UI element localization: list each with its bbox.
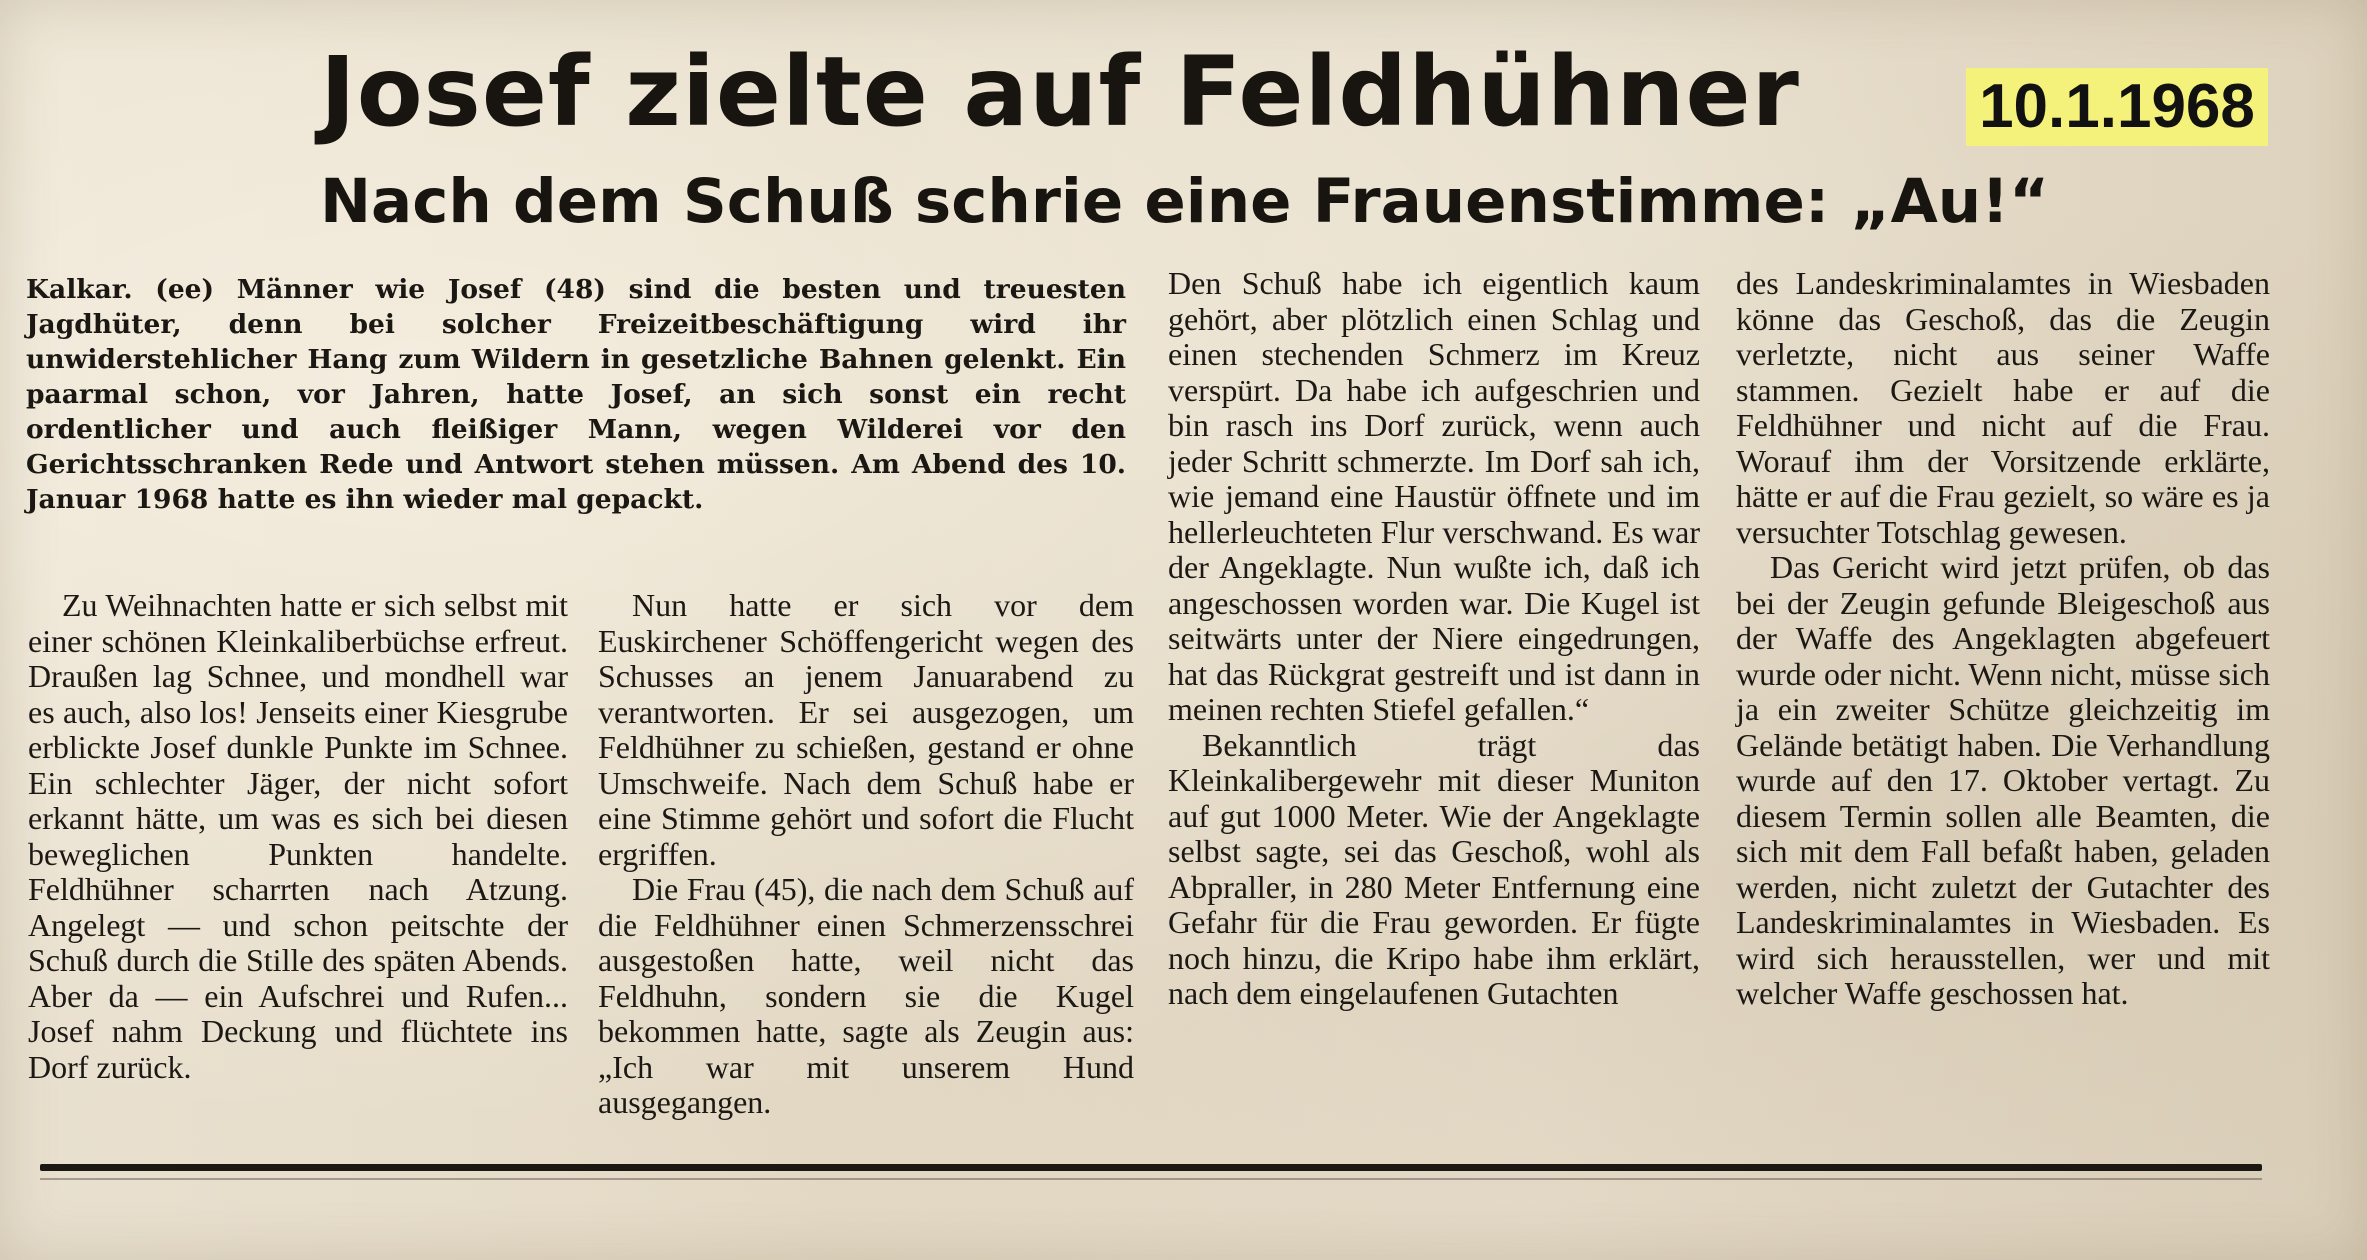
article-column-1 xyxy=(28,588,568,1085)
column-4-paragraph-2: Das Gericht wird jetzt prüfen, ob das bei der Zeugin gefunde Bleigeschoß aus der Waffe des Angeklagten abgefeuert wurde oder nicht. Wenn nicht, müsse sich ja ein zweiter Schütze gleichzeitig im Gelände betätigt haben. Die Verhandlung wurde auf den 17. Oktober vertagt. Zu diesem Termin sollen alle Beamten, die sich mit dem Fall befaßt haben, geladen werden, nicht zuletzt der Gutachter des Landeskriminalamtes in Wiesbaden. Es wird sich herausstellen, wer und mit welcher Waffe geschossen hat. xyxy=(1736,549,2270,1011)
column-3-paragraph-1: Den Schuß habe ich eigentlich kaum gehört, aber plötzlich einen Schlag und einen stechenden Schmerz im Kreuz verspürt. Da habe ich aufgeschrien und bin rasch ins Dorf zurück, wenn auch jeder Schritt schmerzte. Im Dorf sah ich, wie jemand eine Haustür öffnete und im hellerleuchteten Flur verschwand. Es war der Angeklagte. Nun wußte ich, daß ich angeschossen worden war. Die Kugel ist seitwärts unter der Niere eingedrungen, hat das Rückgrat gestreift und ist dann in meinen rechten Stiefel gefallen.“ xyxy=(1168,265,1700,727)
column-3-paragraph-2: Bekanntlich trägt das Kleinkalibergewehr mit dieser Muniton auf gut 1000 Meter. Wie der Angeklagte selbst sagte, sei das Geschoß, wohl als Abpraller, in 280 Meter Entfernung eine Gefahr für die Frau geworden. Er fügte noch hinzu, die Kripo habe ihm erklärt, nach dem eingelaufenen Gutachten xyxy=(1168,726,1700,1011)
article-lead-paragraph: Kalkar. (ee) Männer wie Josef (48) sind die besten und treuesten Jagdhüter, denn bei solcher Freizeitbeschäftigung wird ihr unwiderstehlicher Hang zum Wildern in gesetzliche Bahnen gelenkt. Ein paarmal schon, vor Jahren, hatte Josef, an sich sonst ein recht ordentlicher und auch fleißiger Mann, wegen Wilderei vor den Gerichtsschranken Rede und Antwort stehen müssen. Am Abend des 10. Januar 1968 hatte es ihn wieder mal gepackt. xyxy=(26,274,1126,515)
column-4-paragraph-1: des Landeskriminalamtes in Wiesbaden könne das Geschoß, das die Zeugin verletzte, nicht aus seiner Waffe stammen. Gezielt habe er auf die Feldhühner und nicht auf die Frau. Worauf ihm der Vorsitzende erklärte, hätte er auf die Frau gezielt, so wäre es ja versuchter Totschlag gewesen. xyxy=(1736,265,2270,550)
article-column-2 xyxy=(598,588,1134,1121)
article-subheadline: Nach dem Schuß schrie eine Frauenstimme: „Au!“ xyxy=(320,166,2050,237)
article-headline: Josef zielte auf Feldhühner xyxy=(320,36,1800,148)
column-1-paragraph: Zu Weihnachten hatte er sich selbst mit einer schönen Kleinkaliberbüchse erfreut. Draußen lag Schnee, und mondhell war es auch, also los! Jenseits einer Kiesgrube erblickte Josef dunkle Punkte im Schnee. Ein schlechter Jäger, der nicht sofort erkannt hätte, um was es sich bei diesen beweglichen Punkten handelte. Feldhühner scharrten nach Atzung. Angelegt — und schon peitschte der Schuß durch die Stille des späten Abends. Aber da — ein Aufschrei und Rufen... Josef nahm Deckung und flüchtete ins Dorf zurück. xyxy=(28,587,568,1085)
date-highlight-badge: 10.1.1968 xyxy=(1966,68,2268,146)
bottom-divider-rule xyxy=(40,1164,2262,1171)
column-2-paragraph-1: Nun hatte er sich vor dem Euskirchener Schöffengericht wegen des Schusses an jenem Januarabend zu verantworten. Er sei ausgezogen, um Feldhühner zu schießen, gestand er ohne Umschweife. Nach dem Schuß habe er eine Stimme gehört und sofort die Flucht ergriffen. xyxy=(598,587,1134,872)
article-column-4 xyxy=(1736,266,2270,1012)
article-column-3 xyxy=(1168,266,1700,1012)
bottom-divider-shadow xyxy=(40,1178,2262,1180)
column-2-paragraph-2: Die Frau (45), die nach dem Schuß auf die Feldhühner einen Schmerzensschrei ausgestoßen hatte, weil nicht das Feldhuhn, sondern sie die Kugel bekommen hatte, sagte als Zeugin aus: „Ich war mit unserem Hund ausgegangen. xyxy=(598,871,1134,1120)
